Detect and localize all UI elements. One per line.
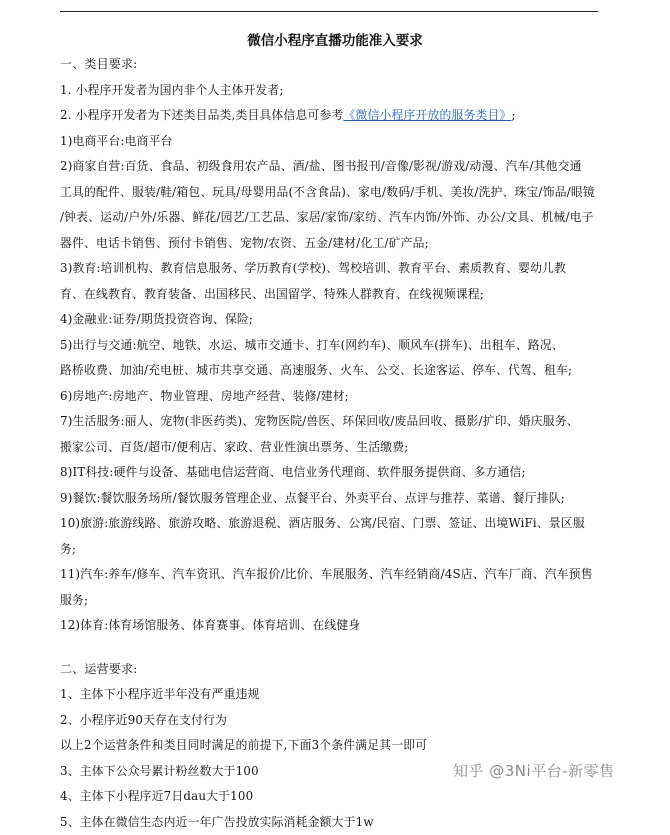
category-line: 服务; <box>60 588 600 614</box>
category-line: 工具的配件、服装/鞋/箱包、玩具/母婴用品(不含食品)、家电/数码/手机、美妆/洗护、珠宝/饰品/眼镜 <box>60 180 600 206</box>
operation-line: 3、主体下公众号累计粉丝数大于100 <box>60 759 600 785</box>
operation-line: 4、主体下小程序近7日dau大于100 <box>60 784 600 810</box>
category-line: 9)餐饮:餐饮服务场所/餐饮服务管理企业、点餐平台、外卖平台、点评与推荐、菜谱、餐厅排队; <box>60 486 600 512</box>
section2-heading: 二、运营要求: <box>60 657 600 683</box>
zhihu-watermark: 知乎 @3Ni平台-新零售 <box>453 760 615 781</box>
category-line: 4)金融业:证券/期货投资咨询、保险; <box>60 307 600 333</box>
category-line: 5)出行与交通:航空、地铁、水运、城市交通卡、打车(网约车)、顺风车(拼车)、出租车、路况、 <box>60 333 600 359</box>
category-line: 器件、电话卡销售、预付卡销售、宠物/农资、五金/建材/化工/矿产品; <box>60 231 600 257</box>
category-line: 务; <box>60 537 600 563</box>
category-line: 3)教育:培训机构、教育信息服务、学历教育(学校)、驾校培训、教育平台、素质教育、婴幼儿教 <box>60 256 600 282</box>
requirement-item-2 <box>60 103 600 129</box>
category-line: 7)生活服务:丽人、宠物(非医药类)、宠物医院/兽医、环保回收/废品回收、摄影/扩印、婚庆服务、 <box>60 409 600 435</box>
requirement-item-1: 1. 小程序开发者为国内非个人主体开发者; <box>60 78 600 104</box>
requirement-item-2-suffix: ; <box>511 108 515 122</box>
category-line: /钟表、运动/户外/乐器、鲜花/园艺/工艺品、家居/家饰/家纺、汽车内饰/外饰、办公/文具、机械/电子 <box>60 205 600 231</box>
category-line: 育、在线教育、教育装备、出国移民、出国留学、特殊人群教育、在线视频课程; <box>60 282 600 308</box>
top-rule <box>60 11 598 12</box>
service-category-link[interactable]: 《微信小程序开放的服务类目》 <box>344 108 512 122</box>
requirement-item-2-text: 2. 小程序开发者为下述类目品类,类目具体信息可参考 <box>60 108 344 122</box>
operation-line: 1、主体下小程序近半年没有严重违规 <box>60 682 600 708</box>
section1-heading: 一、类目要求: <box>60 52 600 78</box>
page-title: 微信小程序直播功能准入要求 <box>70 30 600 52</box>
category-line: 2)商家自营:百货、食品、初级食用农产品、酒/盐、图书报刊/音像/影视/游戏/动漫、汽车/其他交通 <box>60 154 600 180</box>
operation-line: 2、小程序近90天存在支付行为 <box>60 708 600 734</box>
category-line: 8)IT科技:硬件与设备、基础电信运营商、电信业务代理商、软件服务提供商、多方通信; <box>60 460 600 486</box>
section-gap <box>60 639 600 657</box>
category-line: 路桥收费、加油/充电桩、城市共享交通、高速服务、火车、公交、长途客运、停车、代驾、租车; <box>60 358 600 384</box>
operation-line: 以上2个运营条件和类目同时满足的前提下,下面3个条件满足其一即可 <box>60 733 600 759</box>
category-line: 10)旅游:旅游线路、旅游攻略、旅游退税、酒店服务、公寓/民宿、门票、签证、出境WiFi、景区服 <box>60 511 600 537</box>
category-line: 6)房地产:房地产、物业管理、房地产经营、装修/建材; <box>60 384 600 410</box>
category-line: 12)体育:体育场馆服务、体育赛事、体育培训、在线健身 <box>60 613 600 639</box>
category-line: 搬家公司、百货/超市/便利店、家政、营业性演出票务、生活缴费; <box>60 435 600 461</box>
category-line: 1)电商平台:电商平台 <box>60 129 600 155</box>
document-body <box>60 30 600 835</box>
operation-line: 5、主体在微信生态内近一年广告投放实际消耗金额大于1w <box>60 810 600 835</box>
category-line: 11)汽车:养车/修车、汽车资讯、汽车报价/比价、车展服务、汽车经销商/4S店、汽车厂商、汽车预售 <box>60 562 600 588</box>
